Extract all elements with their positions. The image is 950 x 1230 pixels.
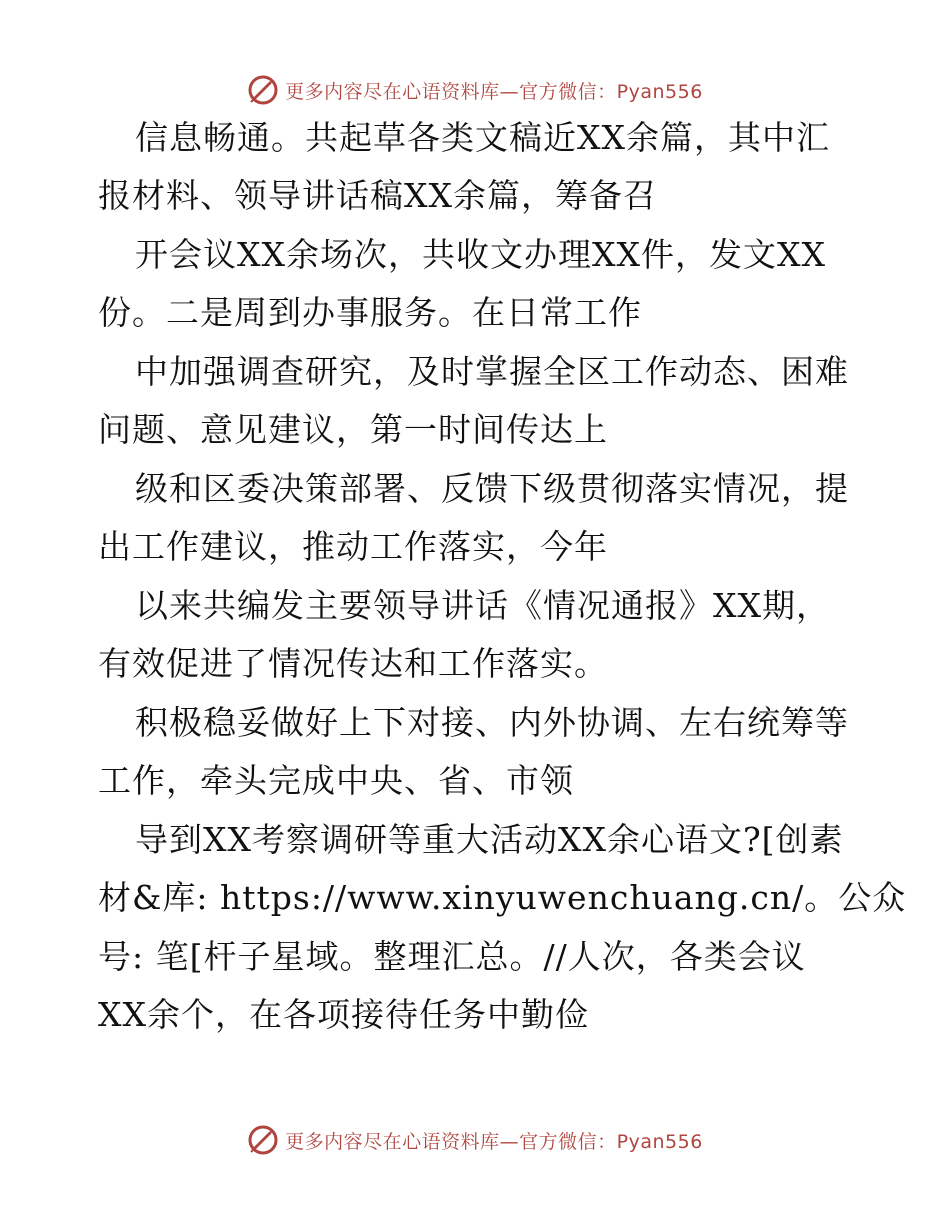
body-line: 积极稳妥做好上下对接、内外协调、左右统筹等 [135,703,849,742]
header-banner-text: 更多内容尽在心语资料库—官方微信：Pyan556 [285,80,703,103]
body-line: 号: 笔[杆子星域。整理汇总。//人次，各类会议 [98,937,806,976]
body-line: 份。二是周到办事服务。在日常工作 [98,293,642,332]
body-line: 开会议XX余场次，共收文办理XX件，发文XX [135,235,826,274]
footer-banner [0,1120,950,1160]
body-line: 中加强调查研究，及时掌握全区工作动态、困难 [135,352,849,391]
body-line: 以来共编发主要领导讲话《情况通报》XX期， [135,586,830,625]
body-line: 问题、意见建议，第一时间传达上 [98,410,608,449]
body-line: 材&库: https://www.xinyuwenchuang.cn/。公众 [98,878,907,917]
quill-pen-logo-icon [247,1124,279,1156]
quill-pen-logo-icon [247,74,279,106]
header-banner [0,70,950,110]
body-line: 出工作建议，推动工作落实，今年 [98,527,608,566]
body-line: XX余个，在各项接待任务中勤俭 [98,995,589,1034]
footer-banner-text: 更多内容尽在心语资料库—官方微信：Pyan556 [285,1130,703,1153]
body-line: 有效促进了情况传达和工作落实。 [98,644,608,683]
body-line: 工作，牵头完成中央、省、市领 [98,761,574,800]
body-line: 报材料、领导讲话稿XX余篇，筹备召 [98,176,657,215]
body-line: 级和区委决策部署、反馈下级贯彻落实情况，提 [135,469,849,508]
body-line: 信息畅通。共起草各类文稿近XX余篇，其中汇 [135,118,830,157]
body-line: 导到XX考察调研等重大活动XX余心语文?[创素 [135,820,844,859]
